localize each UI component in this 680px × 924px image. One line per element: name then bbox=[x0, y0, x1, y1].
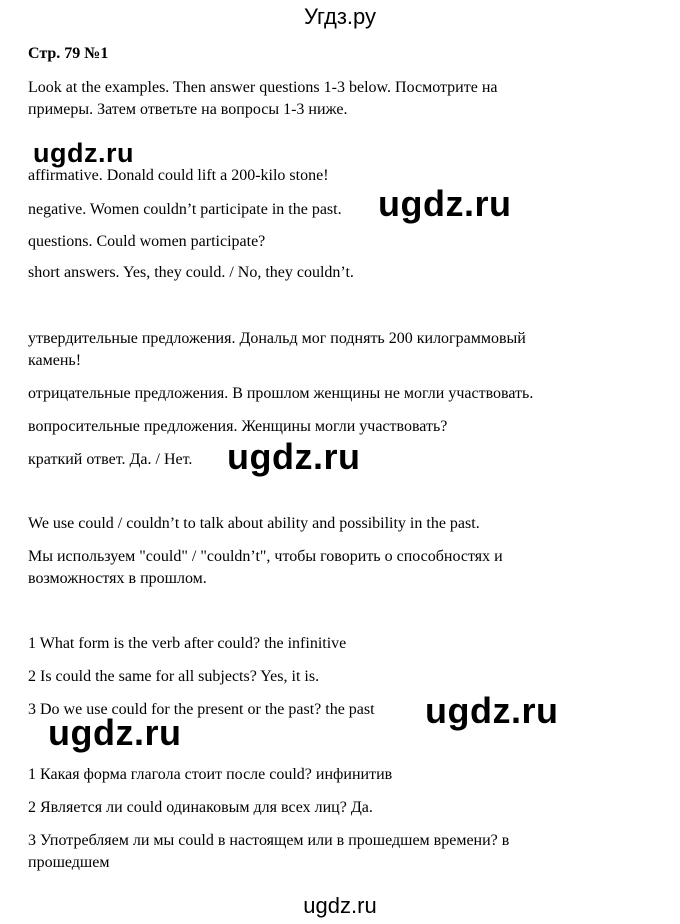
intro-line-1: Look at the examples. Then answer questions 1-3 below. Посмотрите на bbox=[28, 79, 498, 96]
rule-ru-line-2: возможностях в прошлом. bbox=[28, 570, 207, 587]
ru-short-answer: краткий ответ. Да. / Нет. bbox=[28, 451, 193, 468]
intro-line-2: примеры. Затем ответьте на вопросы 1-3 ниже. bbox=[28, 101, 348, 118]
example-negative: negative. Women couldn’t participate in the past. bbox=[28, 201, 342, 218]
example-affirmative: affirmative. Donald could lift a 200-kilo stone! bbox=[28, 167, 329, 184]
example-short-answers: short answers. Yes, they could. / No, they couldn’t. bbox=[28, 264, 354, 281]
question-ru-1: 1 Какая форма глагола стоит после could? инфинитив bbox=[28, 766, 393, 783]
question-ru-3-line-1: 3 Употребляем ли мы could в настоящем или в прошедшем времени? в bbox=[28, 832, 510, 849]
site-title: Угдз.ру bbox=[303, 4, 377, 29]
watermark: ugdz.ru bbox=[227, 436, 361, 477]
page-heading: Стр. 79 №1 bbox=[28, 45, 109, 62]
question-ru-2: 2 Является ли could одинаковым для всех лиц? Да. bbox=[28, 799, 373, 816]
rule-en: We use could / couldn’t to talk about ability and possibility in the past. bbox=[28, 515, 480, 532]
question-en-3: 3 Do we use could for the present or the past? the past bbox=[28, 701, 375, 718]
ru-questions: вопросительные предложения. Женщины могли участвовать? bbox=[28, 418, 448, 435]
example-questions: questions. Could women participate? bbox=[28, 233, 266, 250]
question-ru-3-line-2: прошедшем bbox=[28, 854, 110, 871]
watermark: ugdz.ru bbox=[33, 138, 134, 168]
watermark: ugdz.ru bbox=[48, 712, 182, 753]
ru-negative: отрицательные предложения. В прошлом женщины не могли участвовать. bbox=[28, 385, 534, 402]
footer-site: ugdz.ru bbox=[303, 893, 377, 918]
question-en-1: 1 What form is the verb after could? the infinitive bbox=[28, 635, 347, 652]
watermark: ugdz.ru bbox=[378, 183, 512, 224]
ru-affirmative-line-1: утвердительные предложения. Дональд мог поднять 200 килограммовый bbox=[28, 330, 526, 347]
rule-ru-line-1: Мы используем "could" / "couldn’t", чтобы говорить о способностях и bbox=[28, 548, 503, 565]
watermark: ugdz.ru bbox=[425, 690, 559, 731]
ru-affirmative-line-2: камень! bbox=[28, 352, 82, 369]
question-en-2: 2 Is could the same for all subjects? Yes, it is. bbox=[28, 668, 320, 685]
